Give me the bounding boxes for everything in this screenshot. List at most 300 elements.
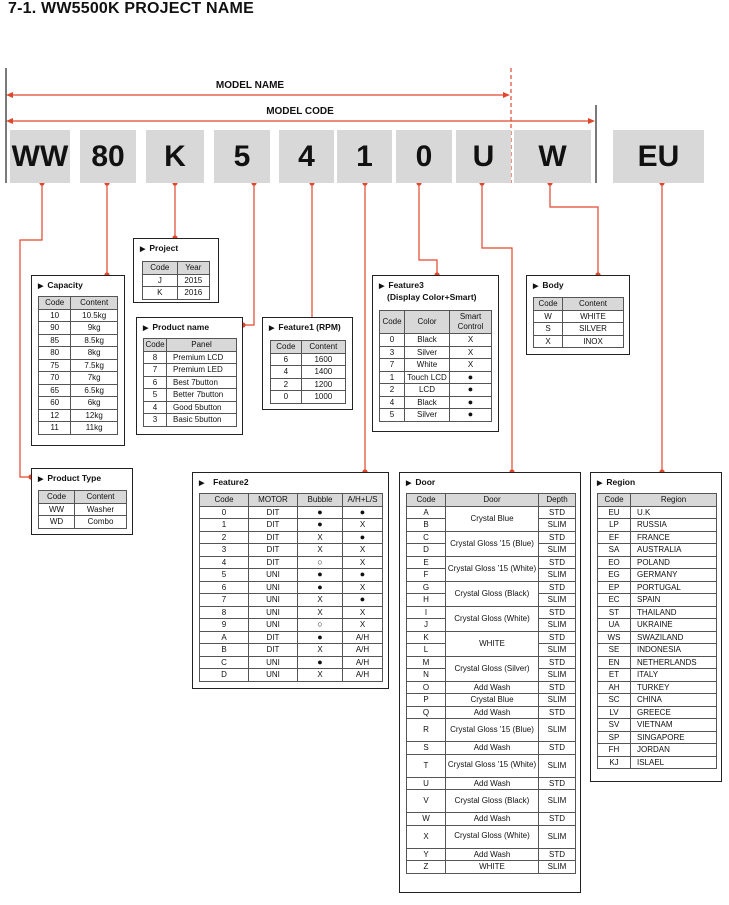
table-header-cell: Code [143,262,178,275]
table-row [598,619,717,632]
table-row [407,848,576,861]
table-cell: N [407,669,446,682]
triangle-right-icon: ▶ [199,480,205,487]
table-cell: X [298,594,343,607]
table-cell: X [343,581,383,594]
table-row [407,790,576,813]
table-cell: KJ [598,756,631,769]
table-header-cell: MOTOR [249,494,298,507]
table-row [200,506,383,519]
table-row [144,376,237,389]
table-cell: A [407,506,446,519]
table-cell: A/H [343,644,383,657]
table-cell: STD [539,848,576,861]
table-row [200,556,383,569]
table-row [598,669,717,682]
table-cell: LCD [405,384,450,397]
table-cell: EN [598,656,631,669]
table-row [200,544,383,557]
table-cell: INOX [563,335,624,348]
table-cell: 7kg [71,372,118,385]
table-cell: TURKEY [631,681,717,694]
table-cell: UNI [249,606,298,619]
table-cell: 1600 [301,353,345,366]
table-cell: Q [407,706,446,719]
table-cell: 7 [380,359,405,372]
table-header-row [144,339,237,352]
table-header-cell: Code [598,494,631,507]
table-row [598,569,717,582]
table-cell: ● [343,506,383,519]
table-cell: UNI [249,619,298,632]
table-row [144,414,237,427]
table-cell: R [407,719,446,742]
table-row [271,353,346,366]
table-cell: ● [298,581,343,594]
table-cell: Add Wash [446,706,539,719]
table-cell: A [200,631,249,644]
region-title: Region [606,477,636,487]
table-cell: SINGAPORE [631,731,717,744]
table-cell: K [407,631,446,644]
table-cell: ● [450,384,492,397]
table-cell: 4 [271,366,302,379]
table-cell: Y [407,848,446,861]
table-cell: POLAND [631,556,717,569]
table-cell: EP [598,581,631,594]
table-header-cell: Code [145,340,165,349]
table-cell: 5 [380,409,405,422]
table-cell: 8.5kg [71,334,118,347]
table-cell: ● [450,371,492,384]
feature2-table [199,493,383,682]
table-cell: EF [598,531,631,544]
table-row [39,309,118,322]
table-header-cell: A/H+L/S [343,494,383,507]
table-cell: 10.5kg [71,309,118,322]
table-cell: Add Wash [446,742,539,755]
table-cell: 2015 [177,274,209,287]
table-header-cell: Code [39,297,71,310]
table-row [200,581,383,594]
table-cell: WS [598,631,631,644]
table-cell: SLIM [539,790,576,813]
table-cell: X [298,531,343,544]
table-cell: J [407,619,446,632]
table-cell: STD [539,706,576,719]
table-row [380,346,492,359]
table-cell: INDONESIA [631,644,717,657]
code-segment-feature3: 0 [396,130,452,183]
table-row [598,744,717,757]
table-header-cell: Content [75,491,127,504]
table-cell: ● [298,519,343,532]
table-cell: 4 [380,396,405,409]
table-cell: B [200,644,249,657]
table-cell: EO [598,556,631,569]
table-cell: 6 [200,581,249,594]
table-row [407,754,576,777]
table-cell: 60 [39,397,71,410]
table-cell: DIT [249,631,298,644]
feature1-title: Feature1 (RPM) [278,322,341,332]
table-cell: SA [598,544,631,557]
table-cell: NETHERLANDS [631,656,717,669]
table-row [407,606,576,619]
table-cell: 6 [271,353,302,366]
table-cell: L [407,644,446,657]
region-table [597,493,717,769]
table-cell: 10 [39,309,71,322]
table-cell: X [450,334,492,347]
table-cell: UA [598,619,631,632]
table-row [598,544,717,557]
table-header-row [598,494,717,507]
table-cell: 2 [200,531,249,544]
table-cell: 1000 [301,391,345,404]
table-cell: Best 7button [167,376,237,389]
project-panel [133,238,219,303]
table-row [380,409,492,422]
table-cell: SLIM [539,861,576,874]
table-cell: STD [539,742,576,755]
body-panel [526,275,630,355]
table-row [144,351,237,364]
project-table [142,261,210,300]
table-row [407,813,576,826]
product-name-title: Product name [152,322,210,332]
table-header-cell: Code [200,494,249,507]
table-cell: 3 [144,414,167,427]
table-cell: T [407,754,446,777]
triangle-right-icon: ▶ [143,325,149,332]
table-cell: WHITE [446,631,539,656]
table-header-row [407,494,576,507]
table-row [598,506,717,519]
table-row [407,825,576,848]
table-cell: White [405,359,450,372]
table-cell: 5 [200,569,249,582]
table-cell: ● [298,656,343,669]
capacity-table [38,296,118,435]
table-header-cell: Panel [167,339,237,352]
product-name-panel [136,317,243,435]
table-cell: X [343,619,383,632]
table-cell: EU [598,506,631,519]
triangle-right-icon: ▶ [38,476,44,483]
product-type-panel [31,468,133,535]
table-cell: C [200,656,249,669]
code-segment-region: EU [613,130,704,183]
table-row [39,322,118,335]
table-cell: 12 [39,409,71,422]
table-header-cell: Region [631,494,717,507]
table-cell: SLIM [539,619,576,632]
table-cell: 7.5kg [71,359,118,372]
table-row [271,391,346,404]
table-cell: U [407,777,446,790]
table-cell: WD [39,516,75,529]
table-cell: D [200,669,249,682]
table-cell: A/H [343,669,383,682]
table-cell: Basic 5button [167,414,237,427]
table-header-cell: Smart Control [450,311,492,334]
product-type-table [38,490,127,529]
table-row [200,531,383,544]
table-cell: 3 [200,544,249,557]
table-cell: 7 [144,364,167,377]
table-cell: S [534,323,563,336]
table-cell: STD [539,531,576,544]
table-cell: SLIM [539,825,576,848]
table-cell: 75 [39,359,71,372]
triangle-right-icon: ▶ [597,480,603,487]
table-cell: Combo [75,516,127,529]
table-cell: SLIM [539,569,576,582]
table-row [39,334,118,347]
table-cell: 11kg [71,422,118,435]
triangle-right-icon: ▶ [38,283,44,290]
table-cell: STD [539,631,576,644]
table-row [407,777,576,790]
table-cell: ISLAEL [631,756,717,769]
table-cell: EC [598,594,631,607]
table-cell: Crystal Gloss (Silver) [446,656,539,681]
table-cell: ST [598,606,631,619]
table-cell: FH [598,744,631,757]
table-cell: X [298,669,343,682]
table-cell: DIT [249,531,298,544]
table-cell: 80 [39,347,71,360]
table-cell: SP [598,731,631,744]
table-cell: Z [407,861,446,874]
table-cell: SLIM [539,544,576,557]
table-cell: D [407,544,446,557]
table-row [598,556,717,569]
table-row [407,706,576,719]
table-cell: LP [598,519,631,532]
table-cell: 1200 [301,378,345,391]
table-row [380,334,492,347]
table-cell: X [534,335,563,348]
table-cell: Crystal Blue [446,694,539,707]
table-row [407,506,576,519]
table-cell: UNI [249,656,298,669]
table-row [407,861,576,874]
table-row [39,503,127,516]
table-cell: W [534,310,563,323]
table-row [407,581,576,594]
code-segment-product-name: 5 [214,130,270,183]
table-cell: CHINA [631,694,717,707]
table-cell: WW [39,503,75,516]
table-cell: 65 [39,384,71,397]
table-cell: Crystal Gloss '15 (Blue) [446,719,539,742]
table-header-cell: Bubble [298,494,343,507]
table-cell: STD [539,681,576,694]
table-cell: SLIM [539,694,576,707]
table-cell: X [298,544,343,557]
table-cell: V [407,790,446,813]
table-header-cell: Code [407,494,446,507]
table-row [598,719,717,732]
table-cell: Crystal Gloss (Black) [446,790,539,813]
table-cell: DIT [249,544,298,557]
table-cell: STD [539,656,576,669]
table-row [271,378,346,391]
code-segment-feature2: 1 [337,130,392,183]
table-cell: 9kg [71,322,118,335]
table-cell: WHITE [563,310,624,323]
table-row [380,371,492,384]
table-cell: Crystal Gloss '15 (White) [446,556,539,581]
table-cell: LV [598,706,631,719]
table-header-row [534,298,624,311]
table-cell: 5 [144,389,167,402]
table-cell: 2016 [177,287,209,300]
table-cell: E [407,556,446,569]
table-cell: SC [598,694,631,707]
table-cell: ITALY [631,669,717,682]
table-row [598,681,717,694]
triangle-right-icon: ▶ [533,283,539,290]
table-header-row [39,491,127,504]
table-cell: SLIM [539,669,576,682]
table-cell: 4 [144,401,167,414]
product-type-title: Product Type [47,473,102,483]
table-header-cell: Code [534,298,563,311]
body-title: Body [542,280,564,290]
table-cell: Add Wash [446,813,539,826]
table-header-cell: Code [39,491,75,504]
table-cell: 1 [200,519,249,532]
table-cell: Crystal Gloss '15 (Blue) [446,531,539,556]
table-row [39,384,118,397]
table-cell: AH [598,681,631,694]
triangle-right-icon: ▶ [269,325,275,332]
table-header-row [380,311,492,334]
table-cell: SE [598,644,631,657]
table-cell: Crystal Gloss (White) [446,606,539,631]
code-segment-project: K [146,130,204,183]
table-row [200,519,383,532]
table-row [200,644,383,657]
table-row [200,594,383,607]
table-row [598,694,717,707]
table-cell: Washer [75,503,127,516]
table-cell: 8 [200,606,249,619]
table-cell: PORTUGAL [631,581,717,594]
table-header-row [200,494,383,507]
table-row [598,594,717,607]
table-cell: SLIM [539,754,576,777]
capacity-title: Capacity [47,280,83,290]
table-cell: EG [598,569,631,582]
table-row [200,606,383,619]
table-cell: O [407,681,446,694]
table-cell: DIT [249,506,298,519]
table-row [200,619,383,632]
table-cell: 4 [200,556,249,569]
table-cell: STD [539,506,576,519]
table-cell: 0 [380,334,405,347]
code-segment-body: W [514,130,591,183]
table-cell: J [143,274,178,287]
table-cell: Touch LCD [405,371,450,384]
code-segment-type: WW [10,130,70,183]
table-header-cell: Content [563,298,624,311]
table-row [200,656,383,669]
table-cell: STD [539,777,576,790]
feature3-panel [372,275,499,432]
table-row [407,719,576,742]
table-cell: SWAZILAND [631,631,717,644]
table-cell: UNI [249,594,298,607]
table-cell: ● [450,409,492,422]
table-row [39,372,118,385]
page-title: 7-1. WW5500K PROJECT NAME [8,0,254,17]
table-cell: JORDAN [631,744,717,757]
table-cell: Crystal Blue [446,506,539,531]
model-name-label: MODEL NAME [180,80,320,91]
table-cell: UNI [249,581,298,594]
table-header-cell: Content [301,341,345,354]
table-header-cell: Content [71,297,118,310]
table-row [407,694,576,707]
table-cell: Crystal Gloss (White) [446,825,539,848]
table-cell: STD [539,581,576,594]
door-title: Door [415,477,436,487]
feature2-title: Feature2 [213,477,249,487]
table-cell: Crystal Gloss (Black) [446,581,539,606]
table-cell: 9 [200,619,249,632]
table-row [534,323,624,336]
table-cell: X [343,556,383,569]
door-panel [399,472,581,893]
table-cell: ● [343,569,383,582]
table-cell: 2 [380,384,405,397]
feature1-panel [262,317,353,410]
table-row [407,556,576,569]
table-cell: Black [405,396,450,409]
table-cell: F [407,569,446,582]
table-cell: UNI [249,669,298,682]
table-row [271,366,346,379]
table-cell: Silver [405,409,450,422]
table-row [144,389,237,402]
table-row [143,287,210,300]
table-header-row [143,262,210,275]
table-row [200,631,383,644]
table-cell: FRANCE [631,531,717,544]
table-cell: Better 7button [167,389,237,402]
table-cell: ○ [298,619,343,632]
table-cell: 70 [39,372,71,385]
table-cell: ● [343,594,383,607]
table-row [407,531,576,544]
table-row [39,347,118,360]
table-cell: 7 [200,594,249,607]
table-row [380,396,492,409]
table-cell: Black [405,334,450,347]
table-cell: ● [298,506,343,519]
table-cell: 12kg [71,409,118,422]
table-cell: W [407,813,446,826]
model-code-label: MODEL CODE [230,106,370,117]
capacity-panel [31,275,125,446]
table-row [144,364,237,377]
table-row [407,681,576,694]
